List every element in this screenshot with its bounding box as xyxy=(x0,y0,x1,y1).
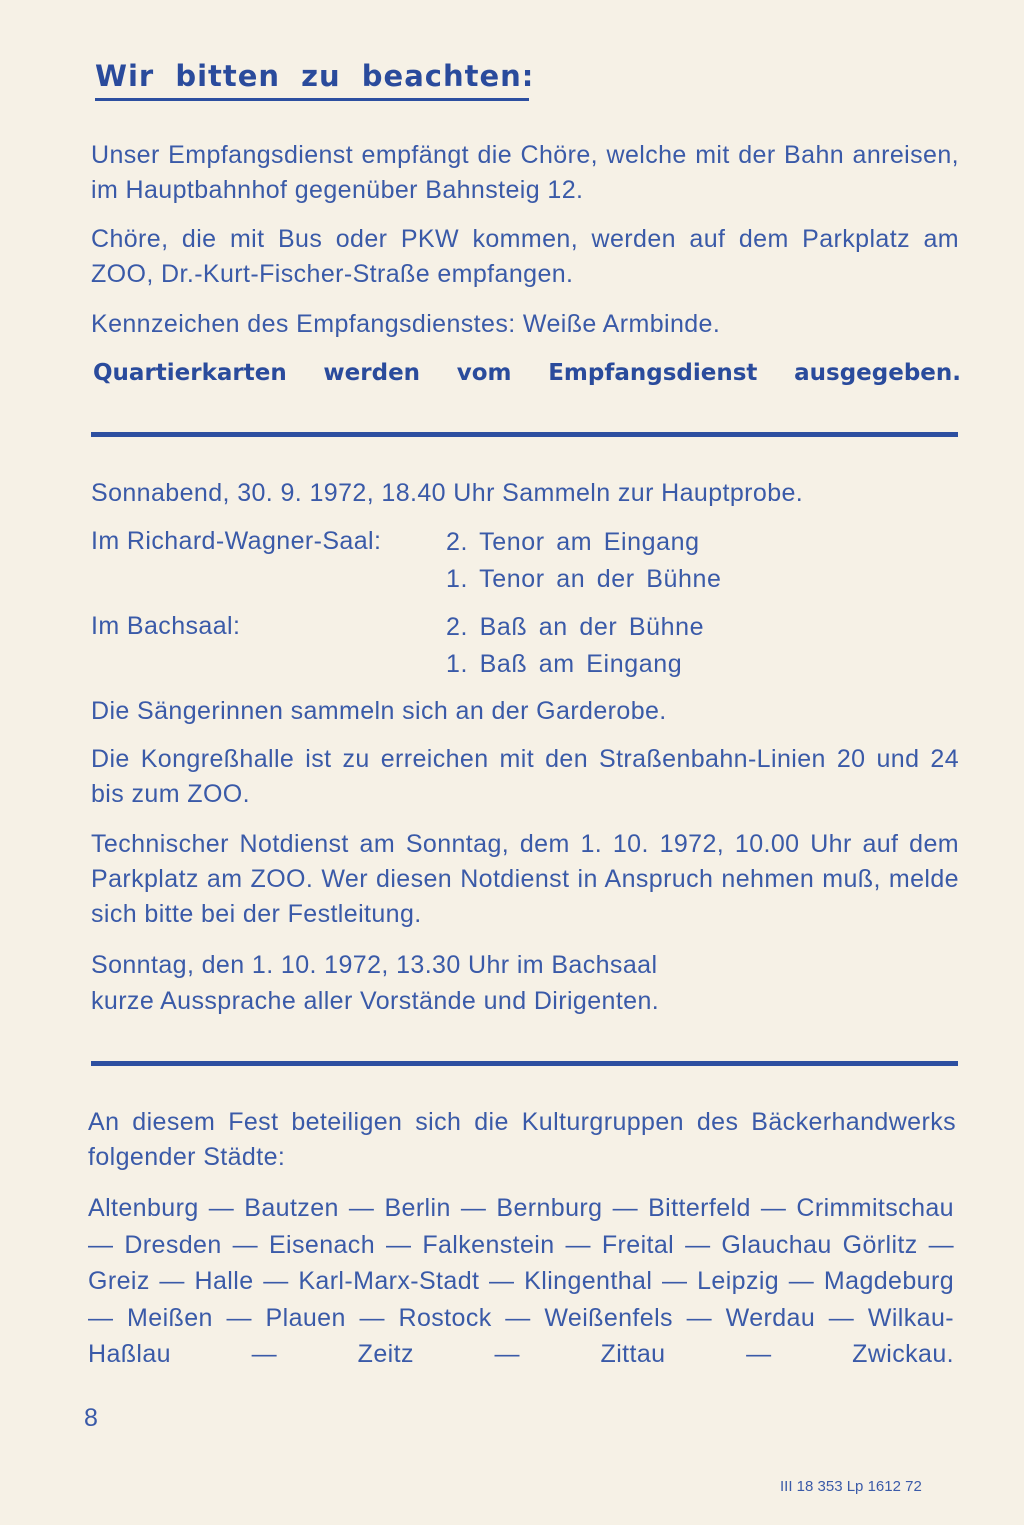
print-license-code: III 18 353 Lp 1612 72 xyxy=(780,1478,922,1495)
bach-hall-line-2: 1. Baß am Eingang xyxy=(446,650,683,678)
heading-underline xyxy=(95,98,529,101)
quarter-cards-note: Quartierkarten werden vom Empfangsdienst ausgegeben. xyxy=(93,360,961,386)
participants-intro: An diesem Fest beteiligen sich die Kulturgruppen des Bäckerhandwerks folgender Städte: xyxy=(88,1108,956,1171)
divider-rule-2 xyxy=(91,1061,958,1066)
divider-rule-1 xyxy=(91,432,958,437)
emergency-service-paragraph: Technischer Notdienst am Sonntag, dem 1. 10. 1972, 10.00 Uhr auf dem Parkplatz am ZOO. Wer diesen Notdienst in Anspruch nehmen muß, melde sich bitte bei der Festleitung. xyxy=(91,830,959,928)
armband-paragraph: Kennzeichen des Empfangsdienstes: Weiße Armbinde. xyxy=(91,310,721,338)
meeting-line-2: kurze Aussprache aller Vorstände und Dirigenten. xyxy=(91,987,660,1015)
meeting-line-1: Sonntag, den 1. 10. 1972, 13.30 Uhr im Bachsaal xyxy=(91,951,658,979)
bach-hall-line-1: 2. Baß an der Bühne xyxy=(446,613,705,641)
page-number: 8 xyxy=(84,1404,98,1432)
wagner-hall-label: Im Richard-Wagner-Saal: xyxy=(91,527,382,555)
tram-paragraph: Die Kongreßhalle ist zu erreichen mit den Straßenbahn-Linien 20 und 24 bis zum ZOO. xyxy=(91,745,959,808)
rehearsal-line: Sonnabend, 30. 9. 1972, 18.40 Uhr Sammeln zur Hauptprobe. xyxy=(91,479,804,507)
wagner-hall-line-1: 2. Tenor am Eingang xyxy=(446,528,700,556)
city-list: Altenburg — Bautzen — Berlin — Bernburg — Bitterfeld — Crimmitschau — Dresden — Eisenach — Falkenstein — Freital — Glauchau Görlitz — Greiz — Halle — Karl-Marx-Stadt — Klingenthal — Leipzig — Magdeburg — Meißen — Plauen — Rostock — Weißenfels — Werdau — Wilkau-Haßlau — Zeitz — Zittau — Zwickau. xyxy=(88,1194,954,1368)
reception-paragraph: Unser Empfangsdienst empfängt die Chöre, welche mit der Bahn anreisen, im Hauptbahnhof gegenüber Bahnsteig 12. xyxy=(91,141,959,204)
singers-paragraph: Die Sängerinnen sammeln sich an der Garderobe. xyxy=(91,697,667,725)
parking-paragraph: Chöre, die mit Bus oder PKW kommen, werden auf dem Parkplatz am ZOO, Dr.-Kurt-Fischer-Straße empfangen. xyxy=(91,225,959,288)
wagner-hall-line-2: 1. Tenor an der Bühne xyxy=(446,565,722,593)
bach-hall-label: Im Bachsaal: xyxy=(91,612,241,640)
section-heading: Wir bitten zu beachten: xyxy=(95,59,535,93)
